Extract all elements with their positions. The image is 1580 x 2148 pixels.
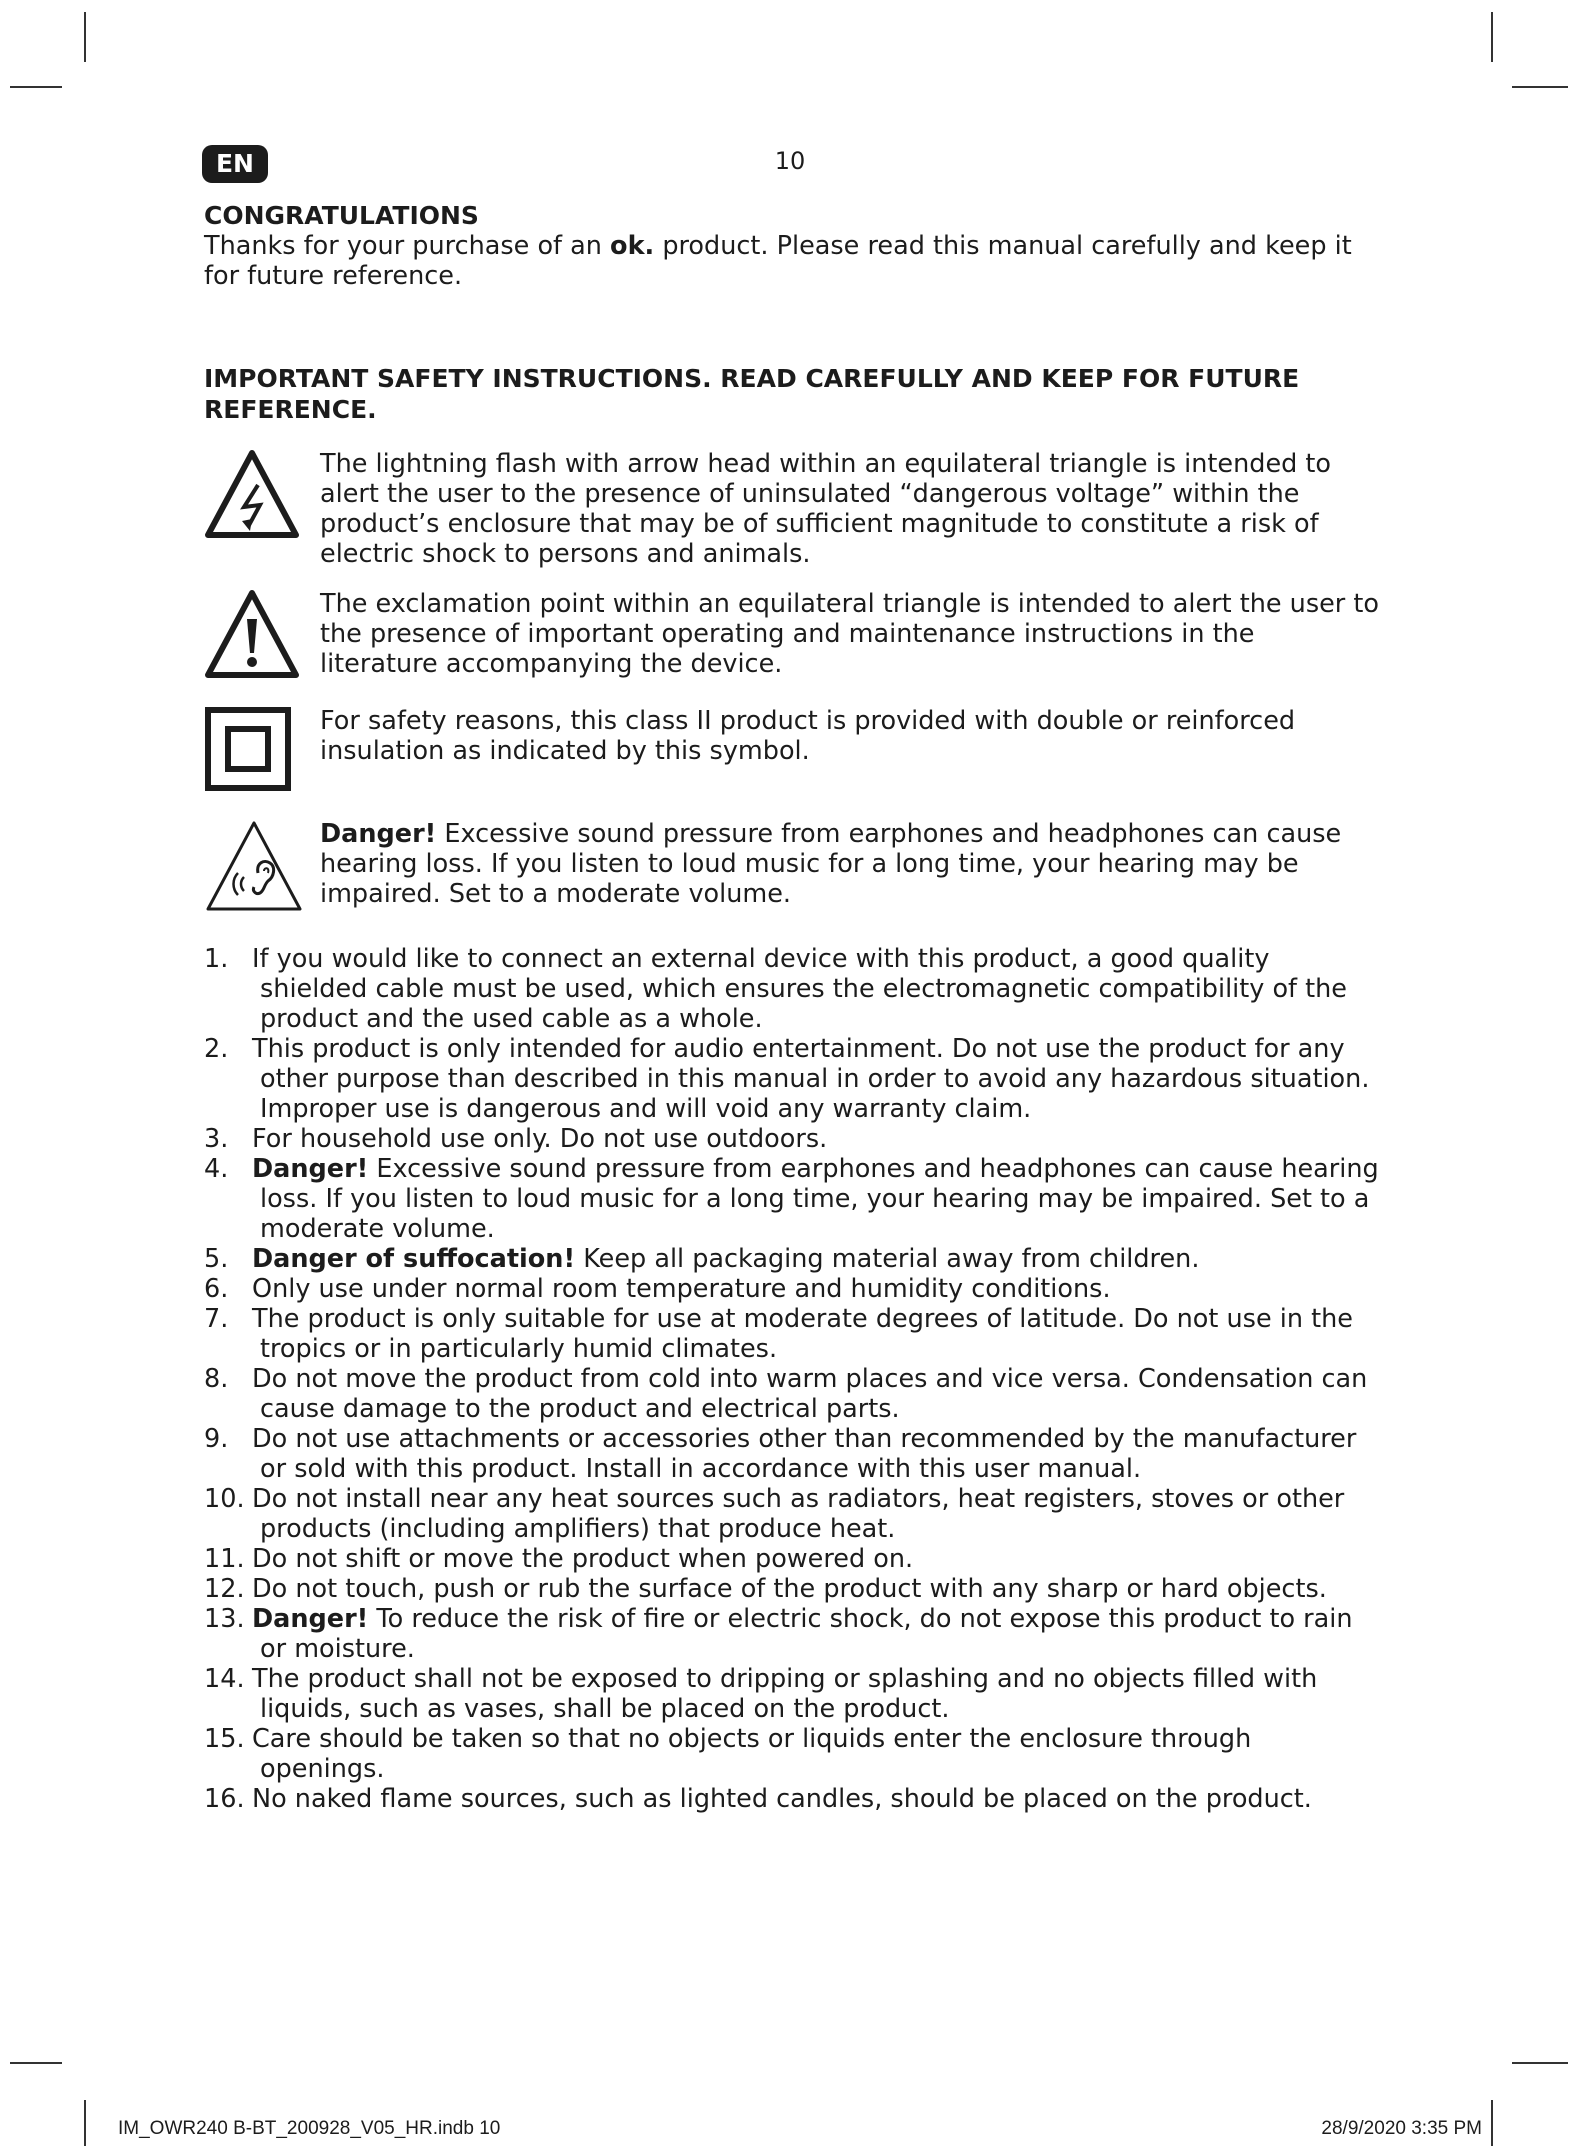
crop-mark	[10, 2062, 62, 2064]
list-item-text: Only use under normal room temperature and humidity conditions.	[252, 1274, 1111, 1304]
hearing-danger-icon	[204, 819, 320, 920]
safety-rules-list	[204, 944, 1379, 1814]
list-item-number: 12.	[204, 1574, 245, 1604]
list-item-number: 5.	[204, 1244, 229, 1274]
list-item	[204, 1604, 1379, 1664]
list-item-number: 13.	[204, 1604, 245, 1634]
list-item	[204, 1124, 1379, 1154]
list-item-warning: Danger!	[252, 1604, 369, 1634]
list-item	[204, 1034, 1379, 1124]
list-item	[204, 1544, 1379, 1574]
list-item-text: Do not touch, push or rub the surface of the product with any sharp or hard objects.	[252, 1574, 1327, 1604]
list-item	[204, 1244, 1379, 1274]
congratulations-heading: CONGRATULATIONS	[204, 201, 479, 230]
list-item-text: If you would like to connect an external device with this product, a good quality shielded cable must be used, which ensures the electromagnetic compatibility of the product and the used cable as a whole.	[252, 944, 1347, 1034]
list-item-text: The product is only suitable for use at moderate degrees of latitude. Do not use in the tropics or in particularly humid climates.	[252, 1304, 1353, 1364]
intro-paragraph	[204, 231, 1379, 291]
crop-mark	[84, 12, 86, 62]
list-item-number: 7.	[204, 1304, 229, 1334]
language-badge: EN	[202, 145, 268, 183]
list-item-text: For household use only. Do not use outdoors.	[252, 1124, 828, 1154]
list-item	[204, 1274, 1379, 1304]
safety-heading: IMPORTANT SAFETY INSTRUCTIONS. READ CAREFULLY AND KEEP FOR FUTURE REFERENCE.	[204, 364, 1300, 424]
list-item-number: 6.	[204, 1274, 229, 1304]
symbol-item	[204, 819, 1379, 920]
crop-mark	[84, 2100, 86, 2146]
list-item-number: 3.	[204, 1124, 229, 1154]
list-item-number: 14.	[204, 1664, 245, 1694]
list-item	[204, 1154, 1379, 1244]
list-item	[204, 1664, 1379, 1724]
crop-mark	[1491, 2100, 1493, 2146]
lightning-warning-icon	[204, 449, 320, 546]
list-item-text: No naked flame sources, such as lighted candles, should be placed on the product.	[252, 1784, 1312, 1814]
list-item	[204, 1304, 1379, 1364]
list-item-text: Excessive sound pressure from earphones and headphones can cause hearing loss. If you listen to loud music for a long time, your hearing may be impaired. Set to a moderate volume.	[260, 1154, 1379, 1244]
list-item-text: Do not install near any heat sources such as radiators, heat registers, stoves or other products (including amplifiers) that produce heat.	[252, 1484, 1345, 1544]
list-item-number: 11.	[204, 1544, 245, 1574]
class-ii-double-square-icon	[204, 706, 320, 799]
list-item-text: This product is only intended for audio entertainment. Do not use the product for any other purpose than described in this manual in order to avoid any hazardous situation. Improper use is dangerous and will void any warranty claim.	[252, 1034, 1370, 1124]
page-number: 10	[774, 147, 806, 175]
list-item-text: Do not shift or move the product when powered on.	[252, 1544, 914, 1574]
symbol-bold: Danger!	[320, 819, 437, 849]
list-item-text: The product shall not be exposed to dripping or splashing and no objects filled with liquids, such as vases, shall be placed on the product.	[252, 1664, 1318, 1724]
list-item-number: 9.	[204, 1424, 229, 1454]
crop-mark	[1512, 2062, 1568, 2064]
symbol-text: For safety reasons, this class II product is provided with double or reinforced insulation as indicated by this symbol.	[320, 706, 1296, 766]
footer-file-info: IM_OWR240 B-BT_200928_V05_HR.indb 10	[118, 2118, 501, 2139]
list-item-text: Keep all packaging material away from children.	[575, 1244, 1200, 1274]
list-item-number: 2.	[204, 1034, 229, 1064]
list-item-number: 1.	[204, 944, 229, 974]
symbol-item	[204, 589, 1379, 686]
list-item-number: 16.	[204, 1784, 245, 1814]
list-item	[204, 1574, 1379, 1604]
list-item-text: Do not use attachments or accessories other than recommended by the manufacturer or sold with this product. Install in accordance with this user manual.	[252, 1424, 1357, 1484]
intro-text: product. Please read this manual carefully and keep it for future reference.	[204, 231, 1352, 291]
list-item-warning: Danger of suffocation!	[252, 1244, 576, 1274]
list-item-text: To reduce the risk of fire or electric shock, do not expose this product to rain or moisture.	[260, 1604, 1353, 1664]
intro-text: Thanks for your purchase of an	[204, 231, 611, 261]
list-item	[204, 1484, 1379, 1544]
list-item-text: Do not move the product from cold into warm places and vice versa. Condensation can cause damage to the product and electrical parts.	[252, 1364, 1368, 1424]
brand-name: ok.	[610, 231, 655, 261]
symbol-text: Excessive sound pressure from earphones and headphones can cause hearing loss. If you listen to loud music for a long time, your hearing may be impaired. Set to a moderate volume.	[320, 819, 1342, 909]
list-item	[204, 1364, 1379, 1424]
list-item-text: Care should be taken so that no objects or liquids enter the enclosure through openings.	[252, 1724, 1252, 1784]
symbol-text: The exclamation point within an equilateral triangle is intended to alert the user to the presence of important operating and maintenance instructions in the literature accompanying the device.	[320, 589, 1379, 679]
list-item	[204, 1724, 1379, 1784]
crop-mark	[10, 86, 62, 88]
crop-mark	[1512, 86, 1568, 88]
list-item	[204, 1424, 1379, 1484]
symbol-item	[204, 449, 1379, 569]
crop-mark	[1491, 12, 1493, 62]
list-item-number: 15.	[204, 1724, 245, 1754]
symbol-text: The lightning flash with arrow head within an equilateral triangle is intended to alert the user to the presence of uninsulated “dangerous voltage” within the product’s enclosure that may be of sufficient magnitude to constitute a risk of electric shock to persons and animals.	[320, 449, 1332, 569]
list-item	[204, 944, 1379, 1034]
symbol-list	[204, 449, 1379, 920]
list-item-number: 8.	[204, 1364, 229, 1394]
list-item-warning: Danger!	[252, 1154, 369, 1184]
page-content	[204, 200, 1379, 1814]
symbol-item	[204, 706, 1379, 799]
list-item-number: 4.	[204, 1154, 229, 1184]
footer-timestamp: 28/9/2020 3:35 PM	[1321, 2118, 1482, 2139]
exclamation-warning-icon	[204, 589, 320, 686]
list-item-number: 10.	[204, 1484, 245, 1514]
list-item	[204, 1784, 1379, 1814]
